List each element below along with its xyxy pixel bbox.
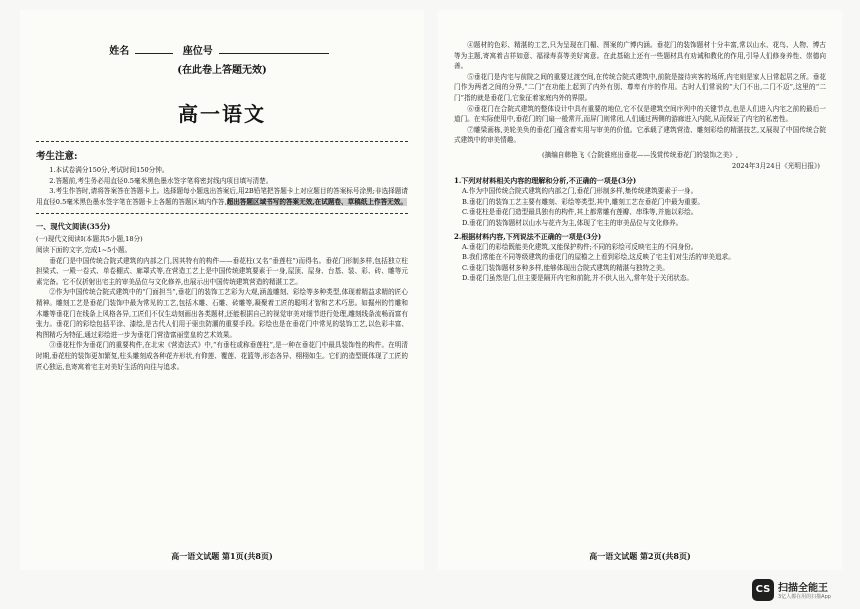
divider — [36, 213, 408, 214]
source-citation: (摘编自韩艳飞《合院谁庭出垂花——浅赏传统垂花门的装饰之美》, — [542, 150, 738, 159]
question-1-option: C.垂花柱是垂花门造型最具独有的构件,其上都常雕有莲瓣、串珠等,并施以彩绘。 — [462, 208, 698, 217]
seat-blank — [219, 53, 329, 54]
question-1-option: B.垂花门的装饰工艺主要有雕刻、彩绘等类型,其中,雕刻工艺在垂花门中最为重要。 — [462, 197, 704, 206]
scanner-watermark — [752, 576, 852, 604]
page-1 — [20, 10, 424, 570]
passage-paragraph: ②作为中国传统合院式建筑中的“门面担当”,垂花门的装饰工艺彩为大观,涵盖雕刻、彩绘等多种类型,体现着精益求精的匠心精神。雕刻工艺是垂花门装饰中最为常见的工艺,包括木雕、石雕、砖雕等,凝聚着工匠的聪明才智和艺术巧思。如掘州的竹雕和木雕等垂花门在线条上风格各异,工匠们不仅生动刻画出各类题材,还能根据自己的视觉审美对细节进行处理,雕刻线条流畅而富有张力。垂花门的彩绘包括平涂、漆绘,是古代人们用于驱虫防潮的重要手段。彩绘也是在垂花门中常见的装饰工艺,以色彩丰富、构图精巧为特征,通过彩绘进一步为垂花门营造富丽堂皇的艺术效果。 — [36, 288, 408, 339]
invalid-note: (在此卷上答题无效) — [177, 65, 267, 76]
question-2-option: A.垂花门的彩绘既能美化建筑,又能保护构件;不同的彩绘可反映宅主的不同身份。 — [462, 242, 698, 251]
page-footer: 高一语文试题 第1页(共8页) — [171, 551, 273, 561]
question-2-option: C.垂花门装饰题材多种多样,能够体现出合院式建筑的精湛与独特之美。 — [462, 263, 669, 272]
note-item — [36, 186, 408, 207]
candidate-info-line — [36, 42, 408, 57]
seat-label: 座位号 — [182, 46, 213, 57]
reading-instruction: 阅读下面的文字,完成1~5小题。 — [36, 245, 132, 254]
passage-paragraph: ④题材的色彩、精湛的工艺,只为呈现在门楣、图案的广博内涵。垂花门的装饰题材十分丰富,常以山水、花鸟、人物、博古等为主题,寄寓着吉祥如意、福禄寿喜等美好寓意。在此基础上还有一些题材具有劝诫和教化的作用,引导人们修身养性、崇德向善。 — [454, 41, 826, 71]
question-1-option: A.作为中国传统合院式建筑的内部之门,垂花门形制多样,集传统建筑要素于一身。 — [462, 187, 698, 196]
scanner-app-name: 扫描全能王 — [778, 583, 828, 594]
note-item: 2.答题前,考生务必用直径0.5毫米黑色墨水签字笔将密封线内项目填写清楚。 — [49, 176, 273, 185]
passage-paragraph: ⑦雕梁画栋,美轮美奂的垂花门蕴含着实用与审美的价值。它承载了建筑营造、雕刻彩绘的精湛技艺,又展现了中国传统合院式建筑中的审美情趣。 — [454, 125, 826, 145]
camscanner-logo-icon: CS — [752, 579, 774, 601]
scanner-tagline: 3亿人都在用的扫描App — [778, 594, 831, 600]
passage-paragraph: ③垂花柱作为垂花门的重要构件,在北宋《营造法式》中,“有垂柱或称垂莲柱”,是一种在垂花门中最具装饰性的构件。在明清时期,垂花柱的装饰更加繁复,柱头雕刻成各种花卉形状,有仰莲、覆莲、花篮等,形态各异、栩栩如生。它们的造型既体现了工匠的匠心独运,也寄寓着宅主对美好生活的向往与追求。 — [36, 341, 408, 371]
passage-paragraph: ⑥垂花门在合院式建筑的整体设计中具有重要的地位,它不仅是建筑空间序列中的关键节点,也是人们进入内宅之前的最后一道门。在实际使用中,垂花门的门扇一般常开,而屏门则常闭,人们通过两侧的游廊进入内院,从而保证了内宅的私密性。 — [454, 104, 826, 124]
note-text: 3.考生作答时,请将答案答在答题卡上。选择题每小题选出答案后,用2B铅笔把答题卡上对应题目的答案标号涂黑;非选择题请用直径0.5毫米黑色墨水签字笔在答题卡上各题的答题区域内作答, — [36, 187, 408, 206]
subsection-heading: (一)现代文阅读Ⅰ(本题共5小题,18分) — [36, 235, 143, 244]
note-highlight: 超出答题区域书写的答案无效,在试题卷、草稿纸上作答无效。 — [226, 197, 407, 206]
passage-paragraph: ⑤垂花门是内宅与前院之间的重要过渡空间,在传统合院式建筑中,前院是接待宾客的场所,内宅则是家人日常起居之所。垂花门作为两者之间的分界,“二门”在功能上起到了内外有别、尊卑有序的作用。古时人们常说的“大门不出,二门不迈”,这里的“二门”指的就是垂花门,它象征着家庭内外的界限。 — [454, 72, 826, 102]
question-2-option: B.我们常能在不同等级建筑的垂花门的屋檐之上看到彩绘,这反映了宅主们对生活的审美追求。 — [462, 253, 735, 262]
name-blank — [135, 53, 173, 54]
question-2-option: D.垂花门虽然是门,但主要是隔开内宅和前院,并不供人出入,常年处于关闭状态。 — [462, 274, 694, 283]
attention-heading: 考生注意: — [36, 151, 78, 162]
section-heading: 一、现代文阅读(35分) — [36, 222, 111, 232]
question-1: 1.下列对材料相关内容的理解和分析,不正确的一项是(3分) — [454, 176, 637, 186]
exam-title: 高一语文 — [178, 102, 266, 126]
page-2 — [438, 10, 842, 570]
source-date: 2024年3月24日《光明日报》) — [732, 161, 820, 170]
question-2: 2.根据材料内容,下列说法不正确的一项是(3分) — [454, 231, 602, 241]
note-item: 1.本试卷满分150分,考试时间150分钟。 — [49, 166, 169, 174]
question-1-option: D.垂花门的装饰题材以山水与花卉为主,体现了宅主的审美品位与文化修养。 — [462, 218, 683, 227]
divider — [36, 141, 408, 142]
name-label: 姓名 — [109, 46, 130, 57]
passage-paragraph: 垂花门是中国传统合院式建筑的内部之门,因其特有的构件——垂花柱(又名“垂莲柱”)而得名。垂花门形制多样,包括独立柱担梁式、一殿一卷式、单卷棚式、廊罩式等,在营造工艺上是中国传统建筑要素于一身,屋顶、屋身、台基、装、彩、砖、雕等元素完备。它不仅折射出宅主的审美品位与文化修养,也展示出中国传统建筑营造的精湛工艺。 — [36, 256, 408, 286]
page-footer: 高一语文试题 第2页(共8页) — [589, 551, 691, 561]
